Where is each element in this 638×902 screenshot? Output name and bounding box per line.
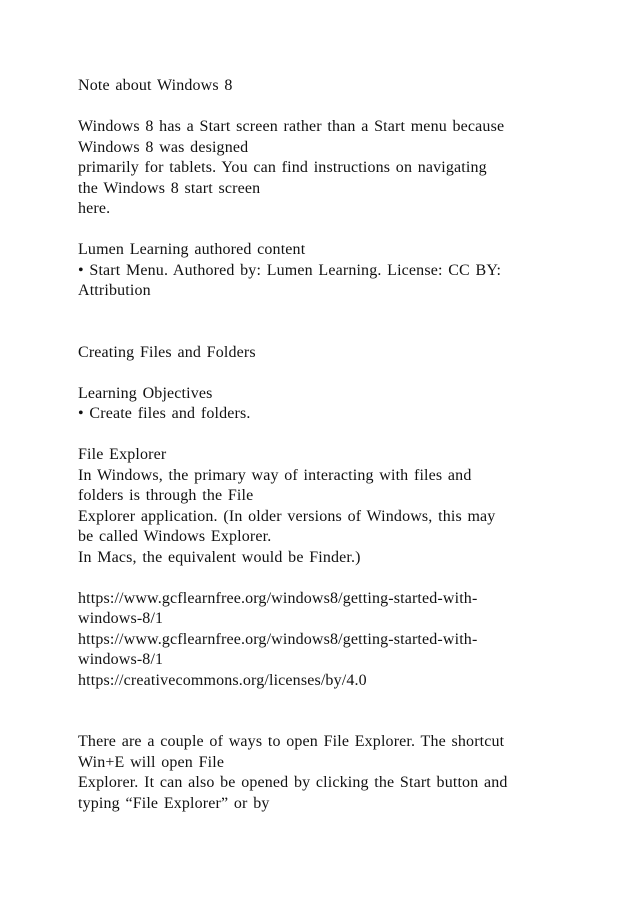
paragraph-gap <box>78 97 558 118</box>
text-line: Learning Objectives <box>78 384 213 402</box>
paragraph-gap <box>78 425 558 446</box>
paragraph-gap <box>78 220 558 241</box>
note-heading <box>78 76 558 97</box>
note-body <box>78 117 558 220</box>
section-title <box>78 343 558 364</box>
text-line: typing “File Explorer” or by <box>78 794 270 812</box>
text-line: Note about Windows 8 <box>78 77 233 94</box>
text-line: Win+E will open File <box>78 753 225 771</box>
reference-link-line: https://www.gcflearnfree.org/windows8/getting-started-with- <box>78 630 478 648</box>
reference-link-line: https://www.gcflearnfree.org/windows8/getting-started-with- <box>78 589 478 607</box>
paragraph-gap <box>78 568 558 589</box>
text-line: Explorer. It can also be opened by clicking the Start button and <box>78 774 508 791</box>
text-line: In Windows, the primary way of interacting with files and <box>78 466 472 484</box>
text-line: Creating Files and Folders <box>78 343 256 361</box>
text-line: Windows 8 has a Start screen rather than a Start menu because <box>78 118 505 135</box>
reference-links <box>78 589 558 692</box>
document-text <box>78 76 558 814</box>
text-line: • Create files and folders. <box>78 405 251 422</box>
open-file-explorer-paragraph <box>78 732 558 814</box>
paragraph-gap <box>78 363 558 384</box>
text-line: the Windows 8 start screen <box>78 179 261 197</box>
text-line: Windows 8 was designed <box>78 138 249 156</box>
text-line: • Start Menu. Authored by: Lumen Learning. License: CC BY: <box>78 261 502 279</box>
text-line: File Explorer <box>78 446 167 463</box>
text-line: here. <box>78 200 111 217</box>
learning-objectives <box>78 384 558 425</box>
text-line: folders is through the File <box>78 487 254 504</box>
attribution-block <box>78 240 558 302</box>
paragraph-gap <box>78 691 558 732</box>
text-line: Attribution <box>78 282 151 299</box>
text-line: There are a couple of ways to open File Explorer. The shortcut <box>78 733 505 750</box>
text-line: be called Windows Explorer. <box>78 528 272 545</box>
text-line: Explorer application. (In older versions of Windows, this may <box>78 507 496 525</box>
text-line: primarily for tablets. You can find instructions on navigating <box>78 159 487 176</box>
file-explorer-intro <box>78 445 558 568</box>
text-line: In Macs, the equivalent would be Finder.) <box>78 548 361 566</box>
reference-link-line: windows-8/1 <box>78 610 164 627</box>
reference-link-line: windows-8/1 <box>78 651 164 668</box>
reference-link-line: https://creativecommons.org/licenses/by/4.0 <box>78 671 367 689</box>
text-line: Lumen Learning authored content <box>78 241 306 258</box>
paragraph-gap <box>78 302 558 343</box>
